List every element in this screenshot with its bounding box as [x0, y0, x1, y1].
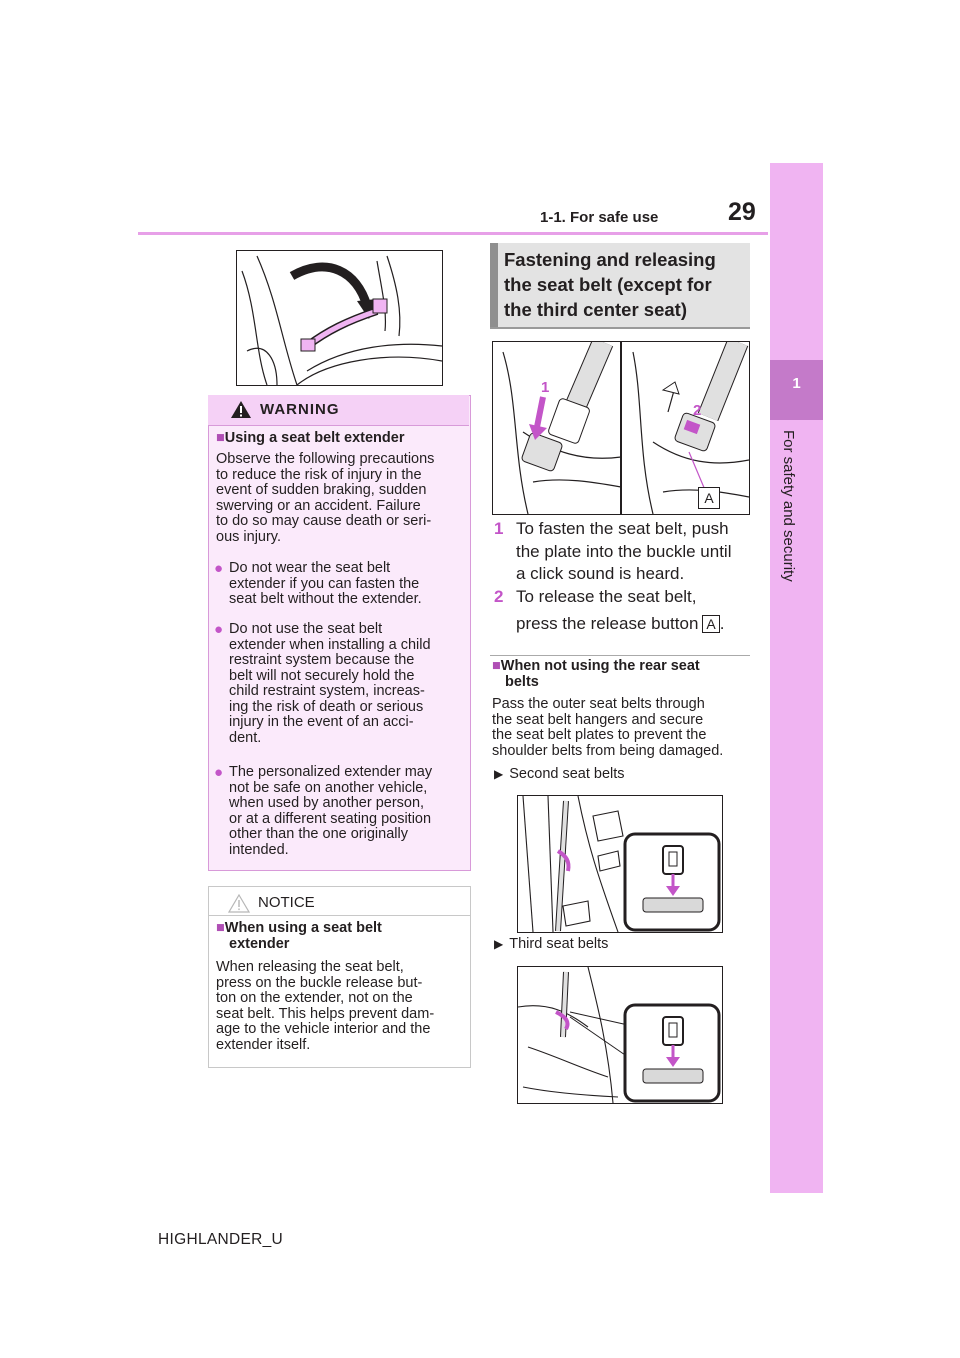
- warning-bullet-line: other than the one originally: [229, 826, 408, 842]
- step-suffix: .: [719, 613, 725, 633]
- section-heading-line: the third center seat): [504, 299, 687, 320]
- notice-body-line: seat belt. This helps prevent dam-: [216, 1005, 435, 1022]
- warning-intro-line: swerving or an accident. Failure: [216, 497, 421, 514]
- section-heading-line: the seat belt (except for: [504, 274, 712, 295]
- warning-bullet-line: child restraint system, increas-: [229, 683, 425, 699]
- bullet-dot-icon: ●: [214, 621, 224, 638]
- notice-divider: [208, 915, 470, 916]
- square-bullet-icon: ■: [216, 430, 225, 446]
- step-line: To release the seat belt,: [516, 587, 697, 606]
- notice-body-line: press on the buckle release but-: [216, 974, 423, 991]
- notice-heading-line: When using a seat belt: [224, 920, 382, 936]
- section-heading: [504, 247, 744, 322]
- section-heading-bar: [490, 243, 498, 327]
- page-number: 29: [728, 198, 756, 226]
- warning-bullet-line: extender when installing a child: [229, 636, 431, 653]
- warning-bullet-line: or at a different seating position: [229, 810, 432, 827]
- notice-heading-line: extender: [229, 935, 290, 952]
- warning-bullet-line: belt will not securely hold the: [229, 667, 415, 684]
- extender-illustration: [236, 250, 443, 386]
- section-title: 1-1. For safe use: [540, 209, 659, 226]
- third-seat-belts-illustration: [517, 966, 723, 1104]
- warning-bullet-2: [229, 622, 469, 746]
- step-line: press the release button: [516, 613, 699, 633]
- callout-1: 1: [541, 379, 550, 396]
- warning-bullet-line: injury in the event of an acci-: [229, 714, 414, 730]
- warning-bullet-3: [229, 765, 469, 858]
- bullet-dot-icon: ●: [214, 764, 224, 781]
- warning-bullet-line: Do not use the seat belt: [229, 621, 383, 637]
- warning-bullet-line: extender if you can fasten the: [229, 575, 420, 592]
- warning-bullet-1: [229, 561, 469, 608]
- rear-belts-body-line: shoulder belts from being damaged.: [492, 742, 724, 759]
- warning-heading: [216, 431, 404, 447]
- triangle-bullet-icon: ▶: [494, 937, 504, 951]
- step-line: a click sound is heard.: [516, 564, 685, 583]
- chapter-number: 1: [792, 375, 801, 392]
- rear-belts-body-line: Pass the outer seat belts through: [492, 696, 705, 712]
- warning-bullet-line: ing the risk of death or serious: [229, 698, 424, 715]
- rear-belts-heading-line: When not using the rear seat: [500, 658, 700, 674]
- notice-body-line: extender itself.: [216, 1036, 311, 1053]
- step-line: the plate into the buckle until: [516, 541, 732, 561]
- warning-bullet-line: not be safe on another vehicle,: [229, 779, 428, 796]
- rear-belts-body-line: the seat belt plates to prevent the: [492, 727, 707, 743]
- rear-belts-heading-line: belts: [505, 673, 539, 690]
- chapter-title: For safety and security: [780, 430, 797, 582]
- callout-2: 2: [693, 402, 702, 419]
- warning-bullet-line: when used by another person,: [229, 795, 425, 811]
- warning-intro-line: to reduce the risk of injury in the: [216, 466, 422, 483]
- third-seat-belts-label: Third seat belts: [509, 936, 609, 952]
- warning-intro-line: ous injury.: [216, 528, 282, 545]
- warning-title: WARNING: [260, 401, 340, 418]
- step-1: [494, 518, 754, 586]
- rear-belts-heading: [492, 659, 747, 690]
- step-line: To fasten the seat belt, push: [516, 519, 729, 538]
- warning-bullet-line: restraint system because the: [229, 652, 415, 668]
- second-seat-belts-illustration: [517, 795, 723, 933]
- notice-heading: [216, 921, 456, 952]
- footer-model: HIGHLANDER_U: [158, 1231, 284, 1248]
- second-seat-belts-item: [494, 767, 625, 783]
- notice-body-line: age to the vehicle interior and the: [216, 1021, 431, 1037]
- notice-body-line: ton on the extender, not on the: [216, 990, 413, 1006]
- square-bullet-icon: ■: [216, 920, 225, 936]
- warning-intro-line: event of sudden braking, sudden: [216, 482, 427, 498]
- notice-icon: [228, 894, 250, 913]
- step-number: 1: [494, 519, 504, 538]
- warning-intro-line: Observe the following precautions: [216, 451, 435, 467]
- warning-heading-text: Using a seat belt extender: [224, 430, 405, 446]
- rear-belts-body-line: the seat belt hangers and secure: [492, 711, 704, 728]
- warning-bullet-line: dent.: [229, 729, 262, 746]
- warning-bullet-line: The personalized extender may: [229, 764, 433, 780]
- notice-title: NOTICE: [258, 894, 315, 911]
- fastening-illustration: [492, 341, 750, 515]
- warning-icon: [230, 400, 252, 419]
- warning-bullet-line: seat belt without the extender.: [229, 591, 422, 607]
- step-number: 2: [494, 587, 504, 606]
- bullet-dot-icon: ●: [214, 560, 224, 577]
- warning-intro-line: to do so may cause death or seri-: [216, 513, 432, 529]
- triangle-bullet-icon: ▶: [494, 767, 504, 781]
- step-2: [494, 586, 754, 635]
- second-seat-belts-label: Second seat belts: [509, 766, 625, 782]
- third-seat-belts-item: [494, 937, 608, 953]
- subsection-rule: [490, 655, 750, 656]
- chapter-side-tab: [770, 163, 823, 1193]
- warning-bullet-line: Do not wear the seat belt: [229, 560, 391, 576]
- warning-intro: [216, 452, 466, 545]
- callout-a: A: [698, 487, 720, 509]
- warning-bullet-line: intended.: [229, 841, 289, 858]
- release-button-label: A: [702, 615, 719, 633]
- notice-body: [216, 960, 468, 1053]
- header-rule: [138, 232, 768, 235]
- section-heading-line: Fastening and releasing: [504, 249, 716, 270]
- square-bullet-icon: ■: [492, 658, 501, 674]
- rear-belts-body: [492, 697, 754, 759]
- notice-body-line: When releasing the seat belt,: [216, 959, 404, 975]
